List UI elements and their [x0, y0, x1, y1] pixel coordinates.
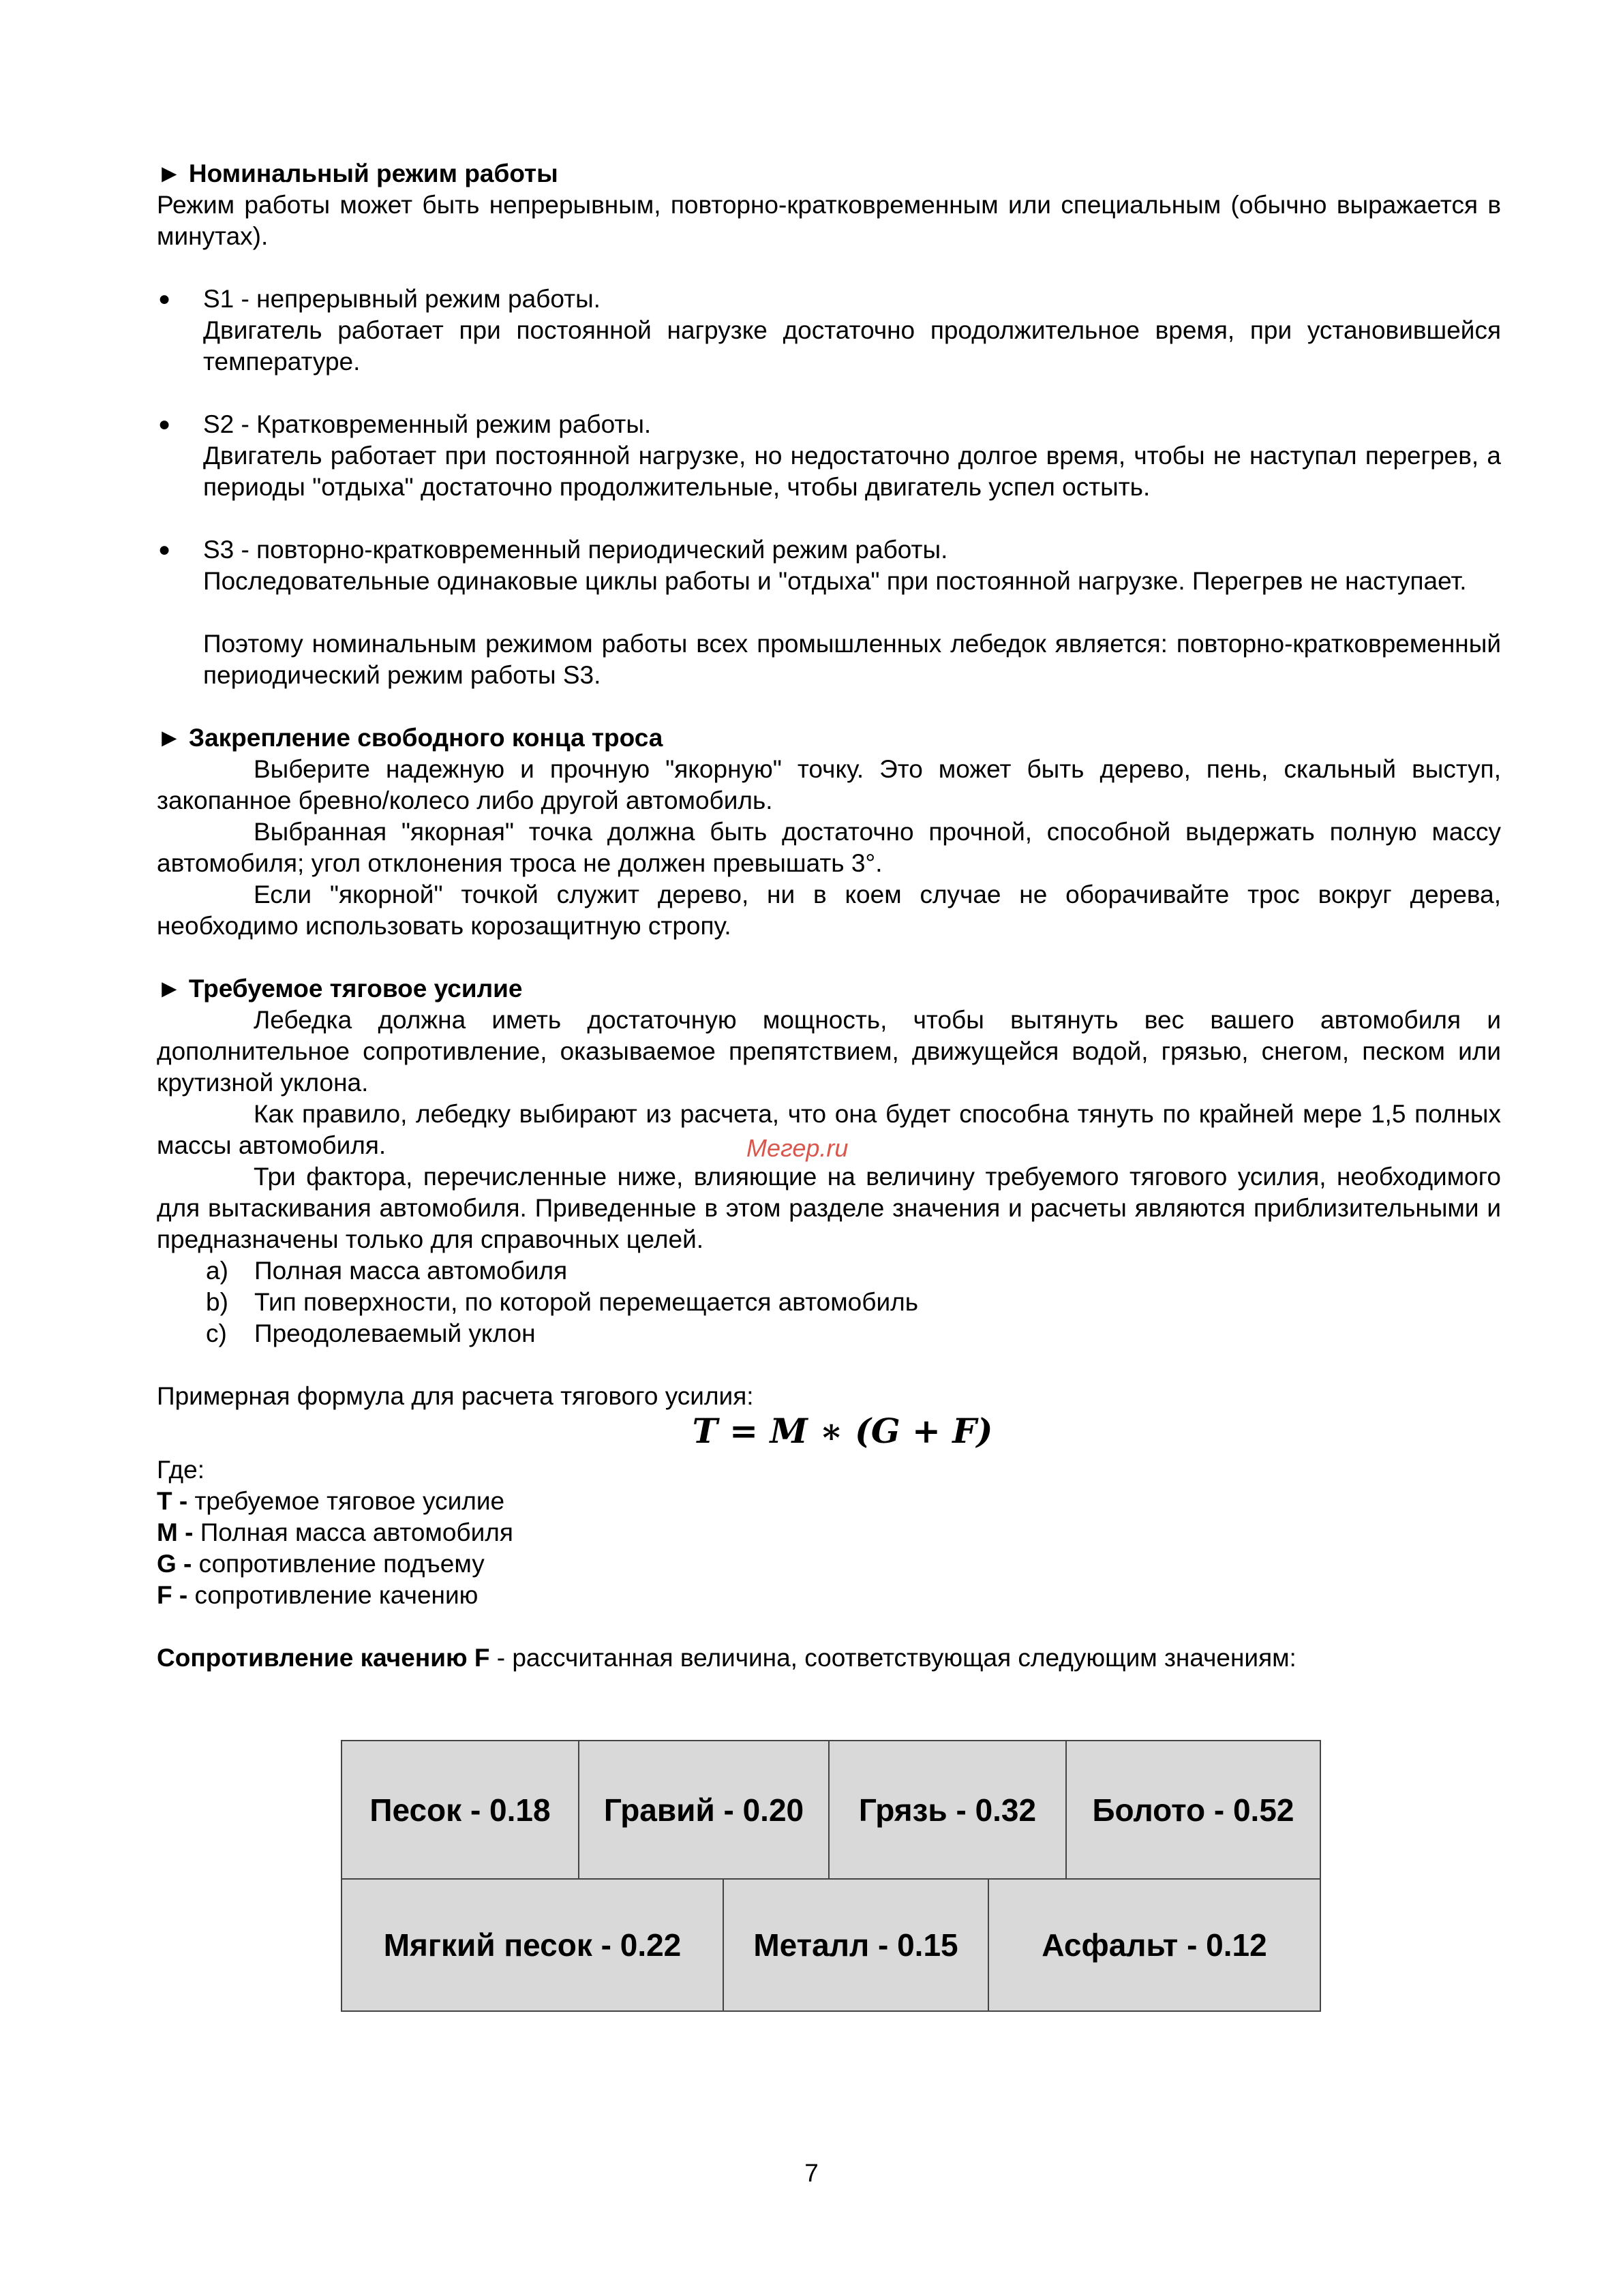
table-cell-asphalt: Асфальт - 0.12	[1042, 1927, 1267, 1963]
table-row	[342, 1741, 1320, 1880]
bullet-icon: ●	[158, 413, 171, 435]
paragraph-mode-intro: Режим работы может быть непрерывным, повторно-кратковременным или специальным (обычно выражается в минутах).	[157, 191, 1501, 250]
table-cell-soft-sand: Мягкий песок - 0.22	[342, 1880, 724, 2010]
table-cell-metal: Металл - 0.15	[724, 1880, 989, 2010]
watermark: Мегер.ru	[746, 1134, 849, 1162]
table-cell-swamp: Болото - 0.52	[1092, 1792, 1294, 1828]
variable-symbol: F -	[157, 1581, 188, 1609]
list-marker: b)	[206, 1288, 228, 1316]
factor-text: Преодолеваемый уклон	[254, 1319, 536, 1347]
page-content	[157, 158, 1501, 1674]
paragraph-force-1: Лебедка должна иметь достаточную мощность, чтобы вытянуть вес вашего автомобиля и дополнительное сопротивление, оказываемое препятствием, движущейся водой, грязью, снегом, песком или крутизной уклона.	[157, 1006, 1501, 1097]
list-marker: a)	[206, 1257, 228, 1285]
mode-description: Двигатель работает при постоянной нагрузке достаточно продолжительное время, при установившейся температуре.	[203, 316, 1501, 376]
paragraph-force-2: Как правило, лебедку выбирают из расчета, что она будет способна тянуть по крайней мере 1,5 полных массы автомобиля.	[157, 1100, 1501, 1159]
variable-f	[157, 1580, 1501, 1611]
paragraph-force-3: Три фактора, перечисленные ниже, влияющие на величину требуемого тягового усилия, необходимого для вытаскивания автомобиля. Приведенные в этом разделе значения и расчеты являются приблизительными и предназначены только для справочных целей.	[157, 1163, 1501, 1253]
section-heading-anchor: ► Закрепление свободного конца троса	[157, 724, 663, 752]
formula: T = M ∗ (G + F)	[692, 1411, 993, 1451]
mode-title: S1 - непрерывный режим работы.	[203, 285, 601, 313]
variable-m	[157, 1517, 1501, 1548]
paragraph-anchor-1: Выберите надежную и прочную "якорную" точку. Это может быть дерево, пень, скальный выступ, закопанное бревно/колесо либо другой автомобиль.	[157, 755, 1501, 814]
table-cell-gravel: Гравий - 0.20	[579, 1741, 830, 1878]
factor-item-b	[157, 1287, 1501, 1318]
resistance-table	[341, 1740, 1321, 2012]
list-item-s3	[157, 534, 1501, 691]
table-row	[342, 1880, 1320, 2010]
factor-item-a	[157, 1255, 1501, 1287]
mode-description: Двигатель работает при постоянной нагрузке, но недостаточно долгое время, чтобы не наступал перегрев, а периоды "отдыха" достаточно продолжительные, чтобы двигатель успел остыть.	[203, 442, 1501, 501]
variable-symbol: M -	[157, 1518, 194, 1546]
bullet-icon: ●	[158, 288, 171, 310]
section-heading-nominal-mode: ► Номинальный режим работы	[157, 159, 558, 187]
table-cell-sand: Песок - 0.18	[342, 1741, 579, 1878]
list-marker: c)	[206, 1319, 227, 1347]
table-cell-mud: Грязь - 0.32	[830, 1741, 1067, 1878]
formula-where: Где:	[157, 1456, 205, 1484]
factor-item-c	[157, 1318, 1501, 1349]
variable-text: Полная масса автомобиля	[193, 1518, 513, 1546]
variable-symbol: T -	[157, 1487, 188, 1515]
list-item-s2	[157, 409, 1501, 503]
variable-text: сопротивление подъему	[192, 1550, 485, 1578]
paragraph-anchor-2: Выбранная "якорная" точка должна быть достаточно прочной, способной выдержать полную массу автомобиля; угол отклонения троса не должен превышать 3°.	[157, 818, 1501, 877]
bullet-icon: ●	[158, 538, 171, 561]
formula-intro: Примерная формула для расчета тягового усилия:	[157, 1382, 754, 1410]
variable-t	[157, 1486, 1501, 1517]
variable-text: требуемое тяговое усилие	[187, 1487, 505, 1515]
page-number: 7	[804, 2159, 819, 2187]
resistance-caption	[157, 1642, 1501, 1674]
variable-text: сопротивление качению	[187, 1581, 479, 1609]
mode-conclusion: Поэтому номинальным режимом работы всех промышленных лебедок является: повторно-кратковременный периодический режим работы S3.	[203, 630, 1501, 689]
paragraph-anchor-3: Если "якорной" точкой служит дерево, ни в коем случае не оборачивайте трос вокруг дерева, необходимо использовать корозащитную стропу.	[157, 881, 1501, 940]
mode-title: S3 - повторно-кратковременный периодический режим работы.	[203, 536, 948, 564]
factor-text: Тип поверхности, по которой перемещается автомобиль	[254, 1288, 918, 1316]
factor-text: Полная масса автомобиля	[254, 1257, 568, 1285]
list-item-s1	[157, 284, 1501, 378]
resistance-text: - рассчитанная величина, соответствующая следующим значениям:	[489, 1644, 1296, 1672]
variable-g	[157, 1548, 1501, 1580]
variable-symbol: G -	[157, 1550, 192, 1578]
mode-description: Последовательные одинаковые циклы работы и "отдыха" при постоянной нагрузке. Перегрев не наступает.	[203, 567, 1467, 595]
section-heading-pulling-force: ► Требуемое тяговое усилие	[157, 975, 523, 1002]
resistance-label: Сопротивление качению F	[157, 1644, 490, 1672]
mode-title: S2 - Кратковременный режим работы.	[203, 410, 652, 438]
